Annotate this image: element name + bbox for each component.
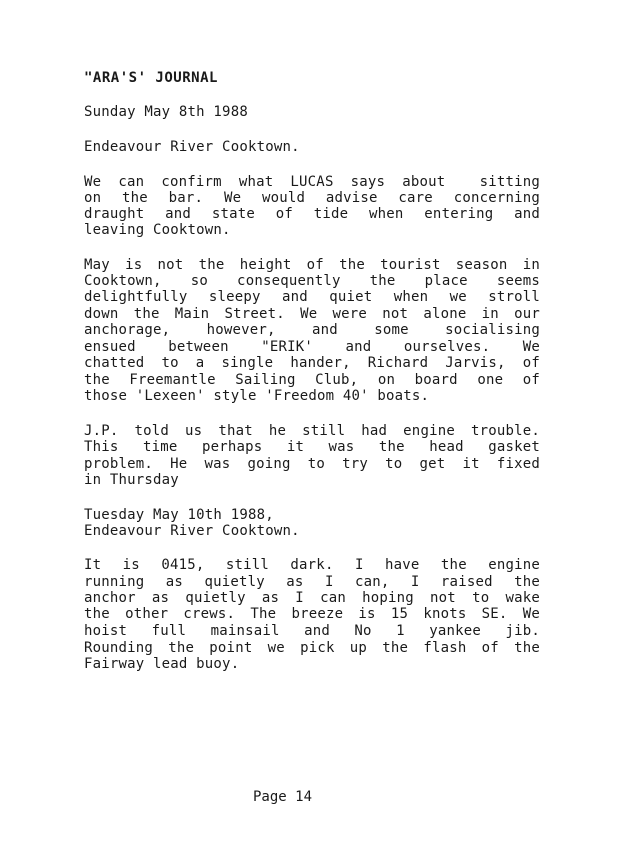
paragraph-line: This time perhaps it was the head gasket	[84, 439, 540, 455]
paragraph-line: Rounding the point we pick up the flash of the	[84, 640, 540, 656]
paragraph-line: It is 0415, still dark. I have the engine	[84, 557, 540, 573]
paragraph-line: leaving Cooktown.	[84, 222, 231, 238]
paragraph-line: draught and state of tide when entering and	[84, 206, 540, 222]
paragraph-line: anchorage, however, and some socialising	[84, 322, 540, 338]
paragraph-line: anchor as quietly as I can hoping not to wake	[84, 590, 540, 606]
paragraph-line: Cooktown, so consequently the place seems	[84, 273, 540, 289]
paragraph-line: hoist full mainsail and No 1 yankee jib.	[84, 623, 540, 639]
paragraph-line: delightfully sleepy and quiet when we stroll	[84, 289, 540, 305]
paragraph-line: May is not the height of the tourist season in	[84, 257, 540, 273]
entry-date: Tuesday May 10th 1988,	[84, 507, 274, 523]
paragraph-line: down the Main Street. We were not alone in our	[84, 306, 540, 322]
entry-location: Endeavour River Cooktown.	[84, 523, 300, 539]
paragraph-line: the Freemantle Sailing Club, on board one of	[84, 372, 540, 388]
paragraph-line: Fairway lead buoy.	[84, 656, 240, 672]
journal-title: "ARA'S' JOURNAL	[84, 70, 218, 86]
page-number: Page 14	[253, 789, 313, 805]
paragraph-line: in Thursday	[84, 472, 179, 488]
paragraph-line: problem. He was going to try to get it fixed	[84, 456, 540, 472]
paragraph-line: the other crews. The breeze is 15 knots SE. We	[84, 606, 540, 622]
paragraph-line: J.P. told us that he still had engine trouble.	[84, 423, 540, 439]
paragraph-line: chatted to a single hander, Richard Jarvis, of	[84, 355, 540, 371]
paragraph-line: ensued between "ERIK' and ourselves. We	[84, 339, 540, 355]
paragraph-line: We can confirm what LUCAS says about sitting	[84, 174, 540, 190]
paragraph-line: on the bar. We would advise care concerning	[84, 190, 540, 206]
paragraph-line: running as quietly as I can, I raised the	[84, 574, 540, 590]
paragraph-line: those 'Lexeen' style 'Freedom 40' boats.	[84, 388, 430, 404]
entry-location: Endeavour River Cooktown.	[84, 139, 300, 155]
entry-date: Sunday May 8th 1988	[84, 104, 248, 120]
